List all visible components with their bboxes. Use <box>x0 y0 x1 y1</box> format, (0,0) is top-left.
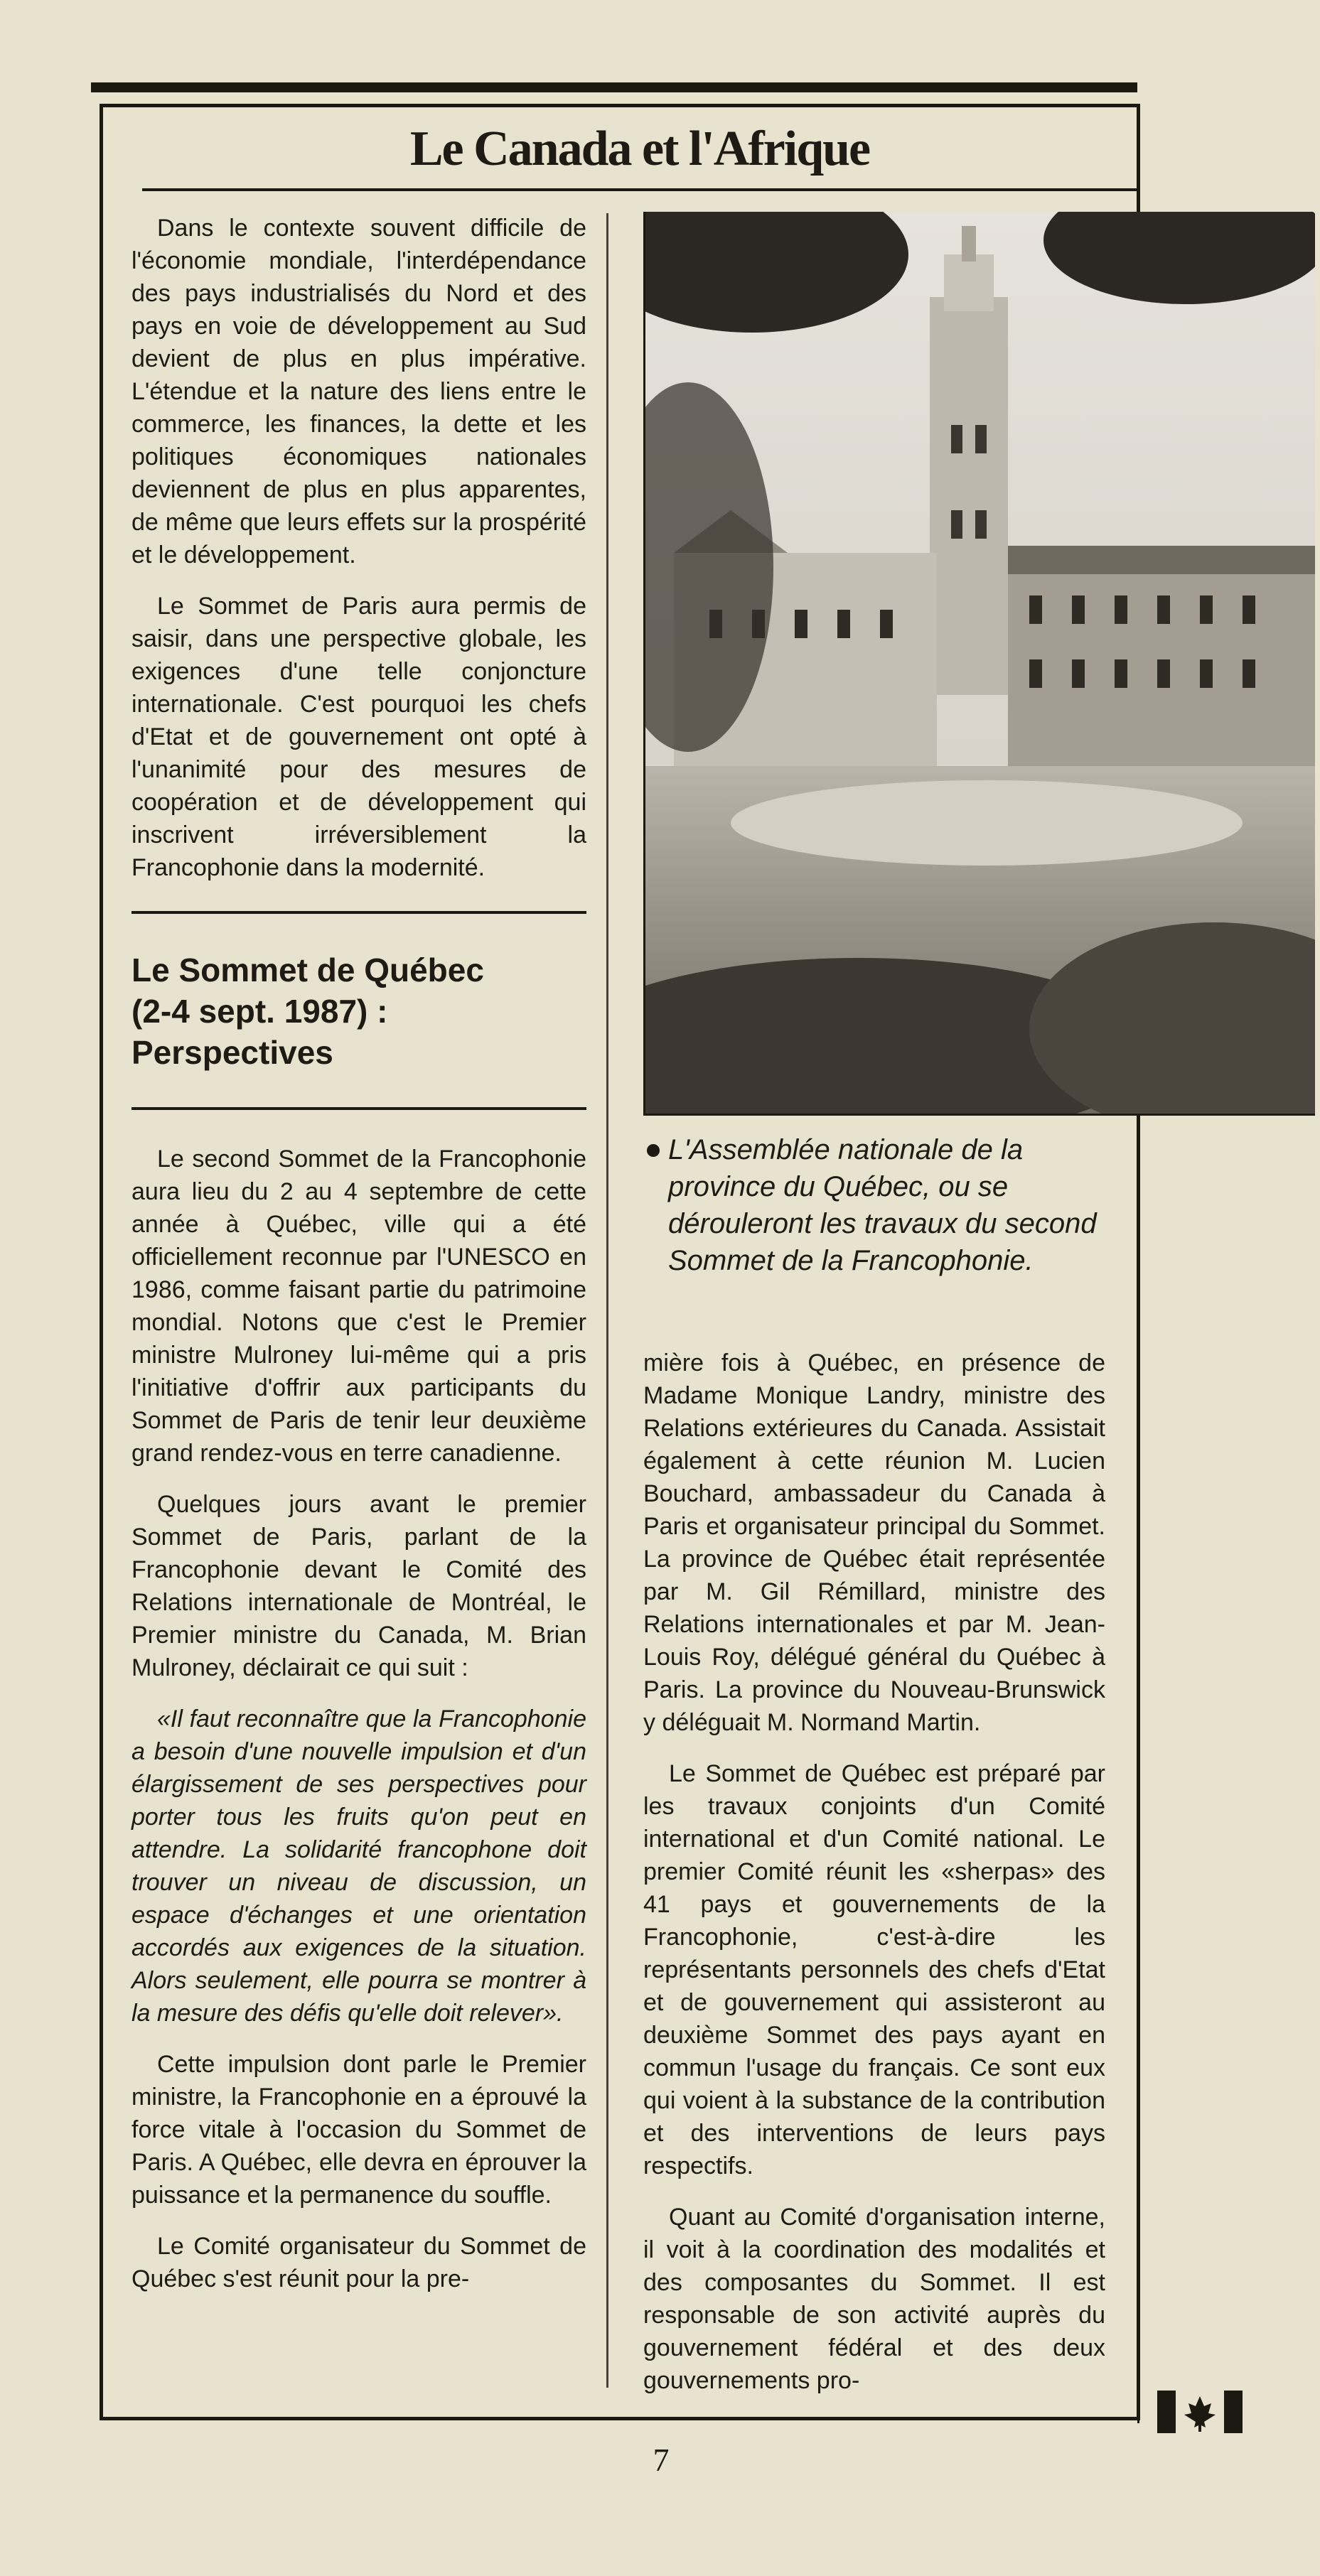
top-rule <box>91 82 1137 92</box>
right-paragraph-1: mière fois à Québec, en présence de Madame Monique Landry, ministre des Relations extérieures du Canada. Assistait également à cette réunion M. Lucien Bouchard, ambassadeur du Canada à Paris et organisateur principal du Sommet. La province de Québec était représentée par M. Gil Rémillard, ministre des Relations internationales et par M. Jean-Louis Roy, délégué général du Québec à Paris. La province du Nouveau-Brunswick y déléguait M. Normand Martin. <box>643 1349 1105 1736</box>
body-paragraph-1: Le second Sommet de la Francophonie aura lieu du 2 au 4 septembre de cette année à Québec, ville qui a été officiellement reconnue par l'UNESCO en 1986, comme faisant partie du patrimoine mondial. Notons que c'est le Premier ministre Mulroney lui-même qui a pris l'initiative d'offrir aux participants du Sommet de Paris de tenir leur deuxième grand rendez-vous en terre canadienne. <box>132 1146 586 1467</box>
column-divider <box>606 213 608 2388</box>
closing-paragraph-2: Le Comité organisateur du Sommet de Québec s'est réunit pour la pre- <box>132 2233 586 2292</box>
body-paragraph-2: Quelques jours avant le premier Sommet de Paris, parlant de la Francophonie devant le Comité des Relations internationale de Montréal, le Premier ministre du Canada, M. Brian Mulroney, déclairait ce qui suit : <box>132 1491 586 1681</box>
closing-paragraph-1: Cette impulsion dont parle le Premier ministre, la Francophonie en a éprouvé la force vitale à l'occasion du Sommet de Paris. A Québec, elle devra en éprouver la puissance et la permanence du souffle. <box>132 2051 586 2209</box>
right-column <box>643 1347 1105 2415</box>
section-heading-line-2: (2-4 sept. 1987) : <box>132 993 388 1030</box>
canada-flag-icon <box>1157 2389 1243 2435</box>
caption-side-rule <box>1137 1123 1139 2423</box>
section-heading-line-3: Perspectives <box>132 1034 333 1071</box>
caption-text: L'Assemblée nationale de la province du Québec, ou se dérouleront les travaux du second Sommet de la Francophonie. <box>668 1134 1097 1276</box>
title-underline <box>142 188 1137 191</box>
right-paragraph-3: Quant au Comité d'organisation interne, il voit à la coordination des modalités et des composantes du Sommet. Il est responsable de son activité auprès du gouvernement fédéral et des deux gouvernements pro- <box>643 2204 1105 2394</box>
building-illustration <box>645 212 1315 1116</box>
section-divider-bottom <box>132 1107 586 1110</box>
photo-caption <box>668 1131 1109 1279</box>
left-column <box>132 212 586 2314</box>
section-heading-line-1: Le Sommet de Québec <box>132 952 484 988</box>
mulroney-quote: «Il faut reconnaître que la Francophonie a besoin d'une nouvelle impulsion et d'un élargissement de ses perspectives pour porter tous les fruits qu'on peut en attendre. La solidarité francophone doit trouver un niveau de discussion, un espace d'échanges et une orientation accordés aux exigences de la situation. Alors seulement, elle pourra se montrer à la mesure des défis qu'elle doit relever». <box>132 1705 586 2027</box>
right-paragraph-2: Le Sommet de Québec est préparé par les travaux conjoints d'un Comité international et d'un Comité national. Le premier Comité réunit les «sherpas» des 41 pays et gouvernements de la Francophonie, c'est-à-dire les représentants personnels des chefs d'Etat et de gouvernement qui assisteront au deuxième Sommet des pays ayant en commun l'usage du français. Ce sont eux qui voient à la substance de la contribution et des interventions de leurs pays respectifs. <box>643 1760 1105 2179</box>
page-title: Le Canada et l'Afrique <box>409 122 870 176</box>
page-number: 7 <box>653 2442 670 2478</box>
intro-paragraph-2: Le Sommet de Paris aura permis de saisir, dans une perspective globale, les exigences d'une telle conjoncture internationale. C'est pourquoi les chefs d'Etat et de gouvernement ont opté à l'unanimité pour des mesures de coopération et de développement qui inscrivent irréversiblement la Francophonie dans la modernité. <box>132 593 586 881</box>
caption-bullet-icon <box>647 1144 660 1157</box>
assemblee-nationale-photo <box>643 212 1315 1116</box>
intro-paragraph-1: Dans le contexte souvent difficile de l'économie mondiale, l'interdépendance des pays industrialisés du Nord et des pays en voie de développement au Sud devient de plus en plus impérative. L'étendue et la nature des liens entre le commerce, les finances, la dette et les politiques économiques nationales deviennent de plus en plus apparentes, de même que leurs effets sur la prospérité et le développement. <box>132 215 586 568</box>
section-divider-top <box>132 911 586 914</box>
section-heading <box>132 949 586 1073</box>
